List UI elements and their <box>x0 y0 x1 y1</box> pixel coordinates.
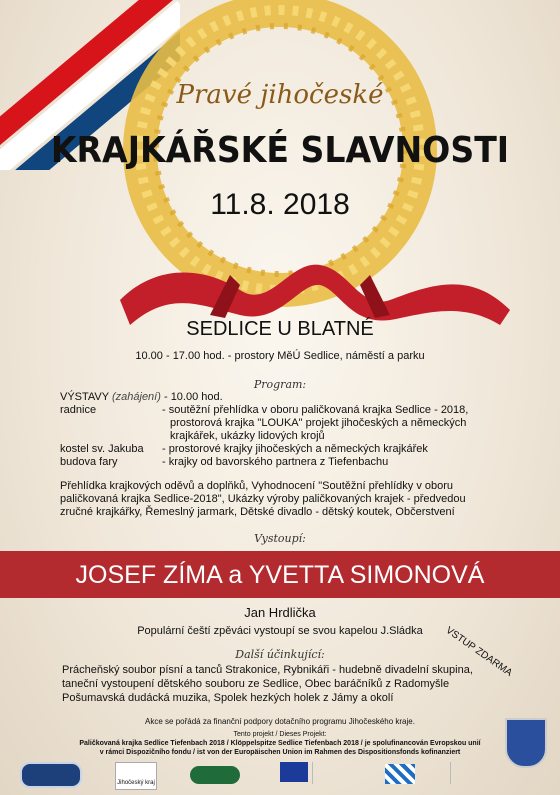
eu-text-block <box>312 762 373 784</box>
program-paragraph-line: Přehlídka krajkových oděvů a doplňků, Vyhodnocení "Soutěžní přehlídky v oboru <box>60 480 454 492</box>
program-row-place: radnice <box>60 404 97 416</box>
event-time: 10.00 - 17.00 hod. - prostory MěÚ Sedlice, náměstí a parku <box>135 350 425 362</box>
sedlice-coat-of-arms <box>505 718 547 768</box>
program-heading: Program: <box>253 378 307 391</box>
project-line: v rámci Dispozičního fondu / ist von der Europäischen Union im Rahmen des Dispositionsfonds kofinanziert <box>99 749 461 756</box>
script-title: Pravé jihočeské <box>176 80 384 110</box>
lace-logo <box>20 762 82 788</box>
program-row-text: prostorová krajka "LOUKA" projekt jihočeských a německých <box>170 417 467 429</box>
zahajeni-label: (zahájení) <box>111 391 161 403</box>
program-row-text: - prostorové krajky jihočeských a německých krajkářek <box>162 443 428 455</box>
vystavy-time: - 10.00 hod. <box>163 391 223 403</box>
performers-description: Populární čeští zpěváci vystoupí se svou kapelou J.Sládka <box>137 625 423 637</box>
ziel-text-block <box>450 762 496 784</box>
jihocesky-kraj-label: Jihočeský kraj <box>117 780 155 786</box>
project-line: Paličkovaná krajka Sedlice Tiefenbach 2018 / Klöppelspitze Sedlice Tiefenbach 2018 / je spolufinancován Evropskou unií <box>79 740 481 747</box>
program-row-place: kostel sv. Jakuba <box>60 443 144 455</box>
jihocesky-kraj-logo <box>115 762 157 790</box>
vystavy-label: VÝSTAVY <box>60 391 109 403</box>
project-label: Tento projekt / Dieses Projekt: <box>233 731 327 738</box>
program-paragraph-line: paličkovaná krajka Sedlice-2018", Ukázky výroby paličkovaných krajek - předvedou <box>60 493 466 505</box>
program-row-text: krajkářek, ukázky lidových krojů <box>170 430 325 442</box>
others-line: Prácheňský soubor písní a tanců Strakonice, Rybnikáři - hudebně divadelní skupina, <box>62 664 473 676</box>
main-performers: JOSEF ZÍMA a YVETTA SIMONOVÁ <box>75 561 485 589</box>
second-performer: Jan Hrdlička <box>244 605 316 620</box>
performers-heading: Vystoupí: <box>254 532 306 545</box>
bavaria-logo <box>385 764 415 784</box>
support-note: Akce se pořádá za finanční podpory dotačního programu Jihočeského kraje. <box>145 717 415 726</box>
event-date: 11.8. 2018 <box>210 188 350 221</box>
program-row-text: - krajky od bavorského partnera z Tiefenbachu <box>162 456 389 468</box>
others-line: taneční vystoupení dětského souboru ze Sedlice, Obec baráčníků z Radomyšle <box>62 678 450 690</box>
main-title: KRAJKÁŘSKÉ SLAVNOSTI <box>50 130 510 171</box>
free-entry-note: VSTUP ZDARMA <box>443 625 515 679</box>
others-line: Pošumavská dudácká muzika, Spolek hezkých holek z Jámy a okolí <box>62 692 394 704</box>
event-place: SEDLICE U BLATNÉ <box>186 318 374 340</box>
vystavy-line <box>60 391 223 404</box>
eu-flag-logo <box>280 762 308 782</box>
green-logo <box>190 766 240 784</box>
others-heading: Další účinkující: <box>235 648 325 661</box>
program-row-place: budova fary <box>60 456 118 468</box>
program-row-text: - soutěžní přehlídka v oboru paličkovaná krajka Sedlice - 2018, <box>162 404 469 416</box>
program-paragraph-line: zručné krajkářky, Řemeslný jarmark, Dětské divadlo - dětský koutek, Občerstvení <box>60 506 455 518</box>
